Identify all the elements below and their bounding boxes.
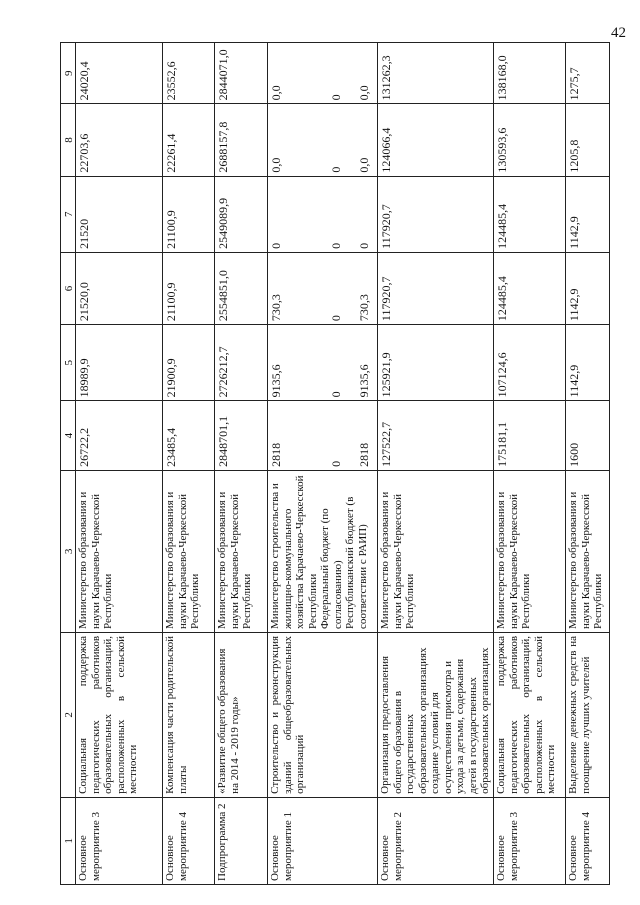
executor-ministry: Министерство строительства и жилищно-коммунального хозяйства Карачаево-Черкесской Республики	[269, 475, 319, 629]
row-executor	[268, 470, 378, 632]
table-row	[268, 43, 378, 885]
value-cell: 1142,9	[566, 252, 610, 324]
value-cell: 2549089,9	[215, 176, 268, 252]
value-cell: 2726212,7	[215, 325, 268, 401]
row-label: Основное мероприятие 4	[566, 797, 610, 884]
value-cell: 131262,3	[378, 43, 494, 104]
value-cell: 2848701,1	[215, 401, 268, 470]
row-label: Основное мероприятие 3	[76, 797, 163, 884]
value-cell: 1205,8	[566, 104, 610, 176]
table-row	[215, 43, 268, 885]
row-description: Строительство и реконструкция зданий общеобразовательных организаций	[268, 632, 378, 797]
value-cell	[268, 176, 378, 252]
table-row	[494, 43, 566, 885]
value-cell: 124485,4	[494, 176, 566, 252]
value-republican: 0,0	[357, 157, 371, 173]
row-executor: Министерство образования и науки Карачаево-Черкесской Республики	[163, 470, 215, 632]
value-ministry: 0	[269, 242, 283, 249]
value-cell: 175181,1	[494, 401, 566, 470]
header-cell: 7	[61, 176, 76, 252]
value-cell: 130593,6	[494, 104, 566, 176]
value-ministry: 730,3	[269, 294, 283, 322]
value-federal: 0	[329, 94, 343, 101]
value-cell	[268, 43, 378, 104]
value-cell	[268, 325, 378, 401]
value-federal: 0	[329, 242, 343, 249]
row-label: Основное мероприятие 1	[268, 797, 378, 884]
row-description: «Развитие общего образования на 2014 - 2019 годы»	[215, 632, 268, 797]
value-cell: 18989,9	[76, 325, 163, 401]
value-cell: 22261,4	[163, 104, 215, 176]
value-cell: 1142,9	[566, 325, 610, 401]
executor-republican: Республиканский бюджет (в соответствии с РАИП)	[344, 496, 369, 629]
value-cell: 21520	[76, 176, 163, 252]
row-label: Подпрограмма 2	[215, 797, 268, 884]
row-executor: Министерство образования и науки Карачаево-Черкесской Республики	[378, 470, 494, 632]
row-description: Компенсация части родительской платы	[163, 632, 215, 797]
rotated-table-container	[60, 42, 608, 885]
value-cell: 23485,4	[163, 401, 215, 470]
page-number: 42	[611, 25, 626, 41]
value-cell	[268, 401, 378, 470]
value-cell: 138168,0	[494, 43, 566, 104]
value-cell: 21520,0	[76, 252, 163, 324]
header-cell: 2	[61, 632, 76, 797]
row-label: Основное мероприятие 4	[163, 797, 215, 884]
value-cell	[268, 252, 378, 324]
value-ministry: 0,0	[269, 157, 283, 173]
value-republican: 730,3	[357, 294, 371, 322]
value-cell: 124066,4	[378, 104, 494, 176]
value-cell: 24020,4	[76, 43, 163, 104]
value-cell: 23552,6	[163, 43, 215, 104]
value-cell: 124485,4	[494, 252, 566, 324]
value-ministry: 2818	[269, 442, 283, 467]
row-description: Социальная поддержка педагогических работников образовательных организаций, расположенных в сельской местности	[76, 632, 163, 797]
header-cell: 1	[61, 797, 76, 884]
row-label: Основное мероприятие 2	[378, 797, 494, 884]
executor-federal: Федеральный бюджет (по согласованию)	[319, 508, 344, 629]
value-cell: 21100,9	[163, 176, 215, 252]
header-cell: 4	[61, 401, 76, 470]
value-cell: 107124,6	[494, 325, 566, 401]
row-executor: Министерство образования и науки Карачаево-Черкесской Республики	[76, 470, 163, 632]
budget-table	[60, 42, 610, 885]
value-cell	[268, 104, 378, 176]
value-cell: 21100,9	[163, 252, 215, 324]
value-republican: 0	[357, 242, 371, 249]
value-republican: 2818	[357, 442, 371, 467]
value-cell: 26722,2	[76, 401, 163, 470]
value-cell: 2844071,0	[215, 43, 268, 104]
row-executor: Министерство образования и науки Карачаево-Черкесской Республики	[494, 470, 566, 632]
value-federal: 0	[329, 460, 343, 467]
row-executor: Министерство образования и науки Карачаево-Черкесской Республики	[215, 470, 268, 632]
value-cell: 2554851,0	[215, 252, 268, 324]
value-cell: 117920,7	[378, 252, 494, 324]
header-cell: 8	[61, 104, 76, 176]
header-cell: 9	[61, 43, 76, 104]
table-row	[378, 43, 494, 885]
header-cell: 5	[61, 325, 76, 401]
row-description: Организация предоставления общего образования в государственных образовательных организациях создание условий для осуществления присмотра и ухода за детьми, содержания детей в государственных образовательных организациях	[378, 632, 494, 797]
header-cell: 3	[61, 470, 76, 632]
table-row	[76, 43, 163, 885]
value-cell: 1142,9	[566, 176, 610, 252]
value-cell: 127522,7	[378, 401, 494, 470]
row-label: Основное мероприятие 3	[494, 797, 566, 884]
value-cell: 22703,6	[76, 104, 163, 176]
table-row	[566, 43, 610, 885]
value-cell: 2688157,8	[215, 104, 268, 176]
row-description: Социальная поддержка педагогических работников образовательных организаций, расположенных в сельской местности	[494, 632, 566, 797]
value-cell: 21900,9	[163, 325, 215, 401]
value-federal: 0	[329, 315, 343, 322]
value-federal: 0	[329, 391, 343, 398]
row-description: Выделение денежных средств на поощрение лучших учителей	[566, 632, 610, 797]
value-cell: 125921,9	[378, 325, 494, 401]
value-republican: 9135,6	[357, 364, 371, 398]
row-executor: Министерство образования и науки Карачаево-Черкесской Республики	[566, 470, 610, 632]
value-cell: 1275,7	[566, 43, 610, 104]
header-row	[61, 43, 76, 885]
value-federal: 0	[329, 166, 343, 173]
value-republican: 0,0	[357, 85, 371, 101]
table-row	[163, 43, 215, 885]
value-ministry: 9135,6	[269, 364, 283, 398]
value-cell: 1600	[566, 401, 610, 470]
value-ministry: 0,0	[269, 85, 283, 101]
header-cell: 6	[61, 252, 76, 324]
value-cell: 117920,7	[378, 176, 494, 252]
